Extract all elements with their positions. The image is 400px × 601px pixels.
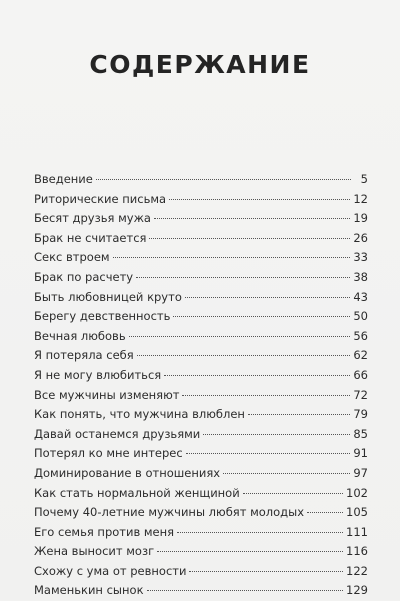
toc-entry <box>34 307 368 327</box>
dot-leader <box>243 493 343 494</box>
toc-entry-title: Я не могу влюбиться <box>34 367 162 382</box>
toc-entry <box>34 268 368 288</box>
toc-entry-title: Берегу девственность <box>34 309 171 324</box>
dot-leader <box>129 336 351 337</box>
toc-entry <box>34 209 368 229</box>
toc-entry-title: Вечная любовь <box>34 328 126 343</box>
toc-entry <box>34 484 368 504</box>
toc-entry-title: Схожу с ума от ревности <box>34 563 187 578</box>
toc-entry <box>34 170 368 190</box>
toc-entry-page-number: 26 <box>353 230 368 245</box>
toc-entry <box>34 288 368 308</box>
toc-entry-page-number: 122 <box>346 563 368 578</box>
dot-leader <box>164 375 350 376</box>
dot-leader <box>185 297 351 298</box>
toc-entry <box>34 366 368 386</box>
dot-leader <box>182 395 350 396</box>
dot-leader <box>169 199 350 200</box>
toc-entry-page-number: 33 <box>353 250 368 265</box>
toc-entry <box>34 346 368 366</box>
dot-leader <box>147 590 344 591</box>
dot-leader <box>136 277 350 278</box>
toc-entry <box>34 248 368 268</box>
toc-entry <box>34 386 368 406</box>
toc-entry-page-number: 56 <box>353 328 368 343</box>
toc-entry <box>34 503 368 523</box>
toc-entry-title: Потерял ко мне интерес <box>34 446 183 461</box>
toc-entry-title: Риторические письма <box>34 191 167 206</box>
table-of-contents <box>34 170 368 601</box>
toc-entry-page-number: 85 <box>353 426 368 441</box>
dot-leader <box>157 551 343 552</box>
toc-entry-title: Брак не считается <box>34 230 147 245</box>
toc-entry-page-number: 97 <box>353 465 368 480</box>
toc-entry-page-number: 105 <box>346 505 368 520</box>
toc-entry-title: Почему 40-летние мужчины любят молодых <box>34 505 305 520</box>
dot-leader <box>177 532 343 533</box>
dot-leader <box>203 434 350 435</box>
toc-entry-title: Доминирование в отношениях <box>34 465 221 480</box>
toc-entry-page-number: 19 <box>353 211 368 226</box>
toc-entry-page-number: 66 <box>353 367 368 382</box>
toc-entry <box>34 523 368 543</box>
toc-entry-page-number: 129 <box>346 583 368 598</box>
toc-entry-title: Маменькин сынок <box>34 583 144 598</box>
toc-entry-page-number: 111 <box>346 524 368 539</box>
dot-leader <box>189 571 343 572</box>
toc-entry <box>34 581 368 601</box>
toc-entry-title: Как понять, что мужчина влюблен <box>34 407 245 422</box>
toc-entry-title: Как стать нормальной женщиной <box>34 485 240 500</box>
toc-entry-page-number: 43 <box>353 289 368 304</box>
toc-entry <box>34 464 368 484</box>
dot-leader <box>223 473 350 474</box>
toc-entry-title: Введение <box>34 172 93 186</box>
dot-leader <box>186 453 351 454</box>
dot-leader <box>248 414 350 415</box>
dot-leader <box>137 355 351 356</box>
toc-entry-page-number: 38 <box>353 269 368 284</box>
dot-leader <box>96 179 351 180</box>
toc-entry-page-number: 79 <box>353 407 368 422</box>
toc-entry <box>34 405 368 425</box>
toc-entry-title: Бесят друзья мужа <box>34 211 151 226</box>
dot-leader <box>149 238 350 239</box>
toc-entry <box>34 425 368 445</box>
toc-entry <box>34 444 368 464</box>
toc-entry-page-number: 116 <box>346 544 368 559</box>
toc-entry-page-number: 102 <box>346 485 368 500</box>
toc-entry-page-number: 72 <box>353 387 368 402</box>
toc-entry <box>34 229 368 249</box>
toc-entry <box>34 542 368 562</box>
toc-entry-title: Секс втроем <box>34 250 110 265</box>
toc-entry <box>34 190 368 210</box>
toc-entry-title: Давай останемся друзьями <box>34 426 201 441</box>
toc-entry-title: Жена выносит мозг <box>34 544 155 559</box>
page-title: СОДЕРЖАНИЕ <box>89 50 311 79</box>
dot-leader <box>154 218 350 219</box>
toc-entry-page-number: 62 <box>353 348 368 363</box>
dot-leader <box>307 512 343 513</box>
toc-entry-title: Я потеряла себя <box>34 348 134 363</box>
toc-entry-page-number: 5 <box>360 172 368 186</box>
toc-entry-page-number: 12 <box>353 191 368 206</box>
toc-entry-title: Быть любовницей круто <box>34 289 182 304</box>
dot-leader <box>173 316 350 317</box>
toc-entry-title: Его семья против меня <box>34 524 175 539</box>
toc-entry <box>34 562 368 582</box>
toc-entry-page-number: 50 <box>353 309 368 324</box>
toc-entry-title: Все мужчины изменяют <box>34 387 180 402</box>
toc-entry-page-number: 91 <box>353 446 368 461</box>
toc-entry-title: Брак по расчету <box>34 269 134 284</box>
dot-leader <box>113 257 351 258</box>
toc-entry <box>34 327 368 347</box>
